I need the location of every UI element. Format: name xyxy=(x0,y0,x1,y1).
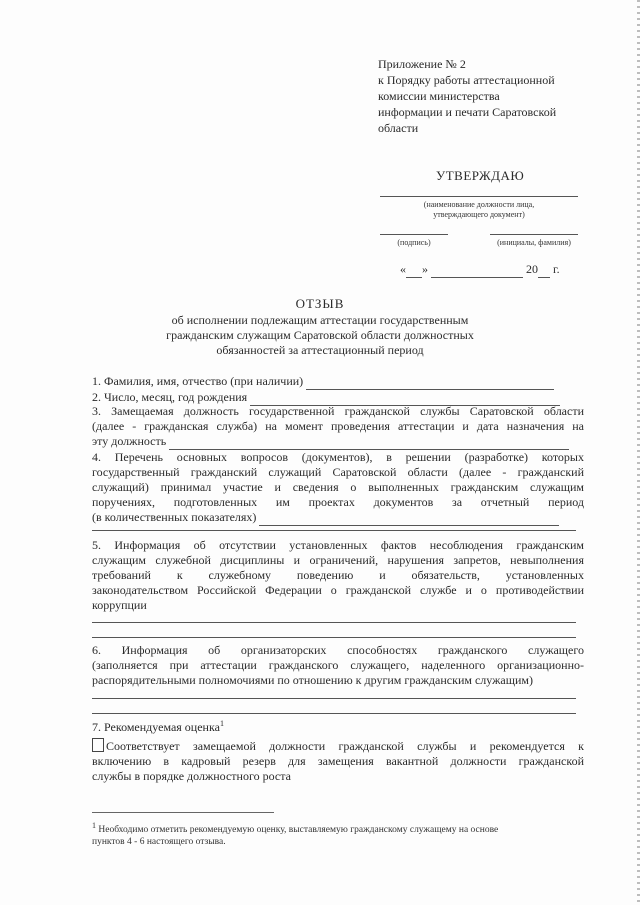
item-recommended-grade: 7. Рекомендуемая оценка$^1$ xyxy=(92,719,224,734)
appendix-line: к Порядку работы аттестационной xyxy=(378,73,555,87)
approve-title: УТВЕРЖДАЮ xyxy=(436,168,525,183)
signature-caption: (подпись) xyxy=(397,238,431,247)
signature-line[interactable] xyxy=(380,234,448,235)
month-field[interactable] xyxy=(431,262,523,278)
organizational-line-2[interactable] xyxy=(92,713,576,714)
position-field[interactable] xyxy=(169,434,569,450)
item-position: 3. Замещаемая должность государственной гражданской службы Саратовской области (далее - гражданская служба) на момент проведения аттестации и дата назначения на эту должность xyxy=(92,404,584,448)
footnote-separator xyxy=(92,812,274,813)
grade-option-checkbox[interactable] xyxy=(92,738,104,752)
item-work-list: 4. Перечень основных вопросов (документов), в решении (разработке) которых государственный гражданский служащий Саратовской области (далее - гражданский служащий) принимал участие и сведения о выполненных гражданским служащим поручениях, подготовленных им проектах документов за отчетный период (в количественных показателях) xyxy=(92,450,584,524)
work-list-line[interactable] xyxy=(92,530,576,531)
appendix-line: области xyxy=(378,121,419,135)
discipline-line-2[interactable] xyxy=(92,637,576,638)
document-subtitle: об исполнении подлежащим аттестации государственным гражданским служащим Саратовской области должностных обязанностей за аттестационный период xyxy=(166,313,474,357)
work-list-field[interactable] xyxy=(259,510,559,526)
organizational-line-1[interactable] xyxy=(92,698,576,699)
position-caption: утверждающего документ) xyxy=(433,210,525,219)
day-field[interactable] xyxy=(406,262,422,278)
grade-option-1: Соответствует замещаемой должности гражданской службы и рекомендуется к включению в кадровый резерв для замещения вакантной должности гражданской службы в порядке должностного роста xyxy=(92,739,584,783)
approval-date: « » 20 г. xyxy=(400,262,560,276)
item-discipline: 5. Информация об отсутствии установленных фактов несоблюдения гражданским служащим служебной дисциплины и ограничений, нарушения запретов, невыполнения требований к служебному поведению и обязательств, установленных законодательством Российской Федерации о гражданской службе и о противодействии коррупции xyxy=(92,538,584,612)
appendix-header xyxy=(378,56,618,136)
appendix-line: комиссии министерства xyxy=(378,89,500,103)
position-caption: (наименование должности лица, xyxy=(423,200,535,209)
year-field[interactable] xyxy=(538,262,550,278)
discipline-line-1[interactable] xyxy=(92,622,576,623)
appendix-line: Приложение № 2 xyxy=(378,57,466,71)
item-organizational: 6. Информация об организаторских способностях гражданского служащего (заполняется при аттестации гражданского служащего, наделенного организационно- распорядительными полномочиями по отношению к другим гражданским служащим) xyxy=(92,643,584,687)
footnote: $^1$ Необходимо отметить рекомендуемую оценку, выставляемую гражданскому служащему на основе пунктов 4 - 6 настоящего отзыва. xyxy=(92,821,499,848)
position-line[interactable] xyxy=(380,196,578,197)
item-birth-date: 2. Число, месяц, год рождения xyxy=(92,390,584,406)
initials-line[interactable] xyxy=(490,234,578,235)
initials-caption: (инициалы, фамилия) xyxy=(497,238,571,247)
document-title: ОТЗЫВ xyxy=(295,296,345,311)
full-name-field[interactable] xyxy=(306,374,554,390)
appendix-line: информации и печати Саратовской xyxy=(378,105,557,119)
item-full-name: 1. Фамилия, имя, отчество (при наличии) xyxy=(92,374,584,390)
